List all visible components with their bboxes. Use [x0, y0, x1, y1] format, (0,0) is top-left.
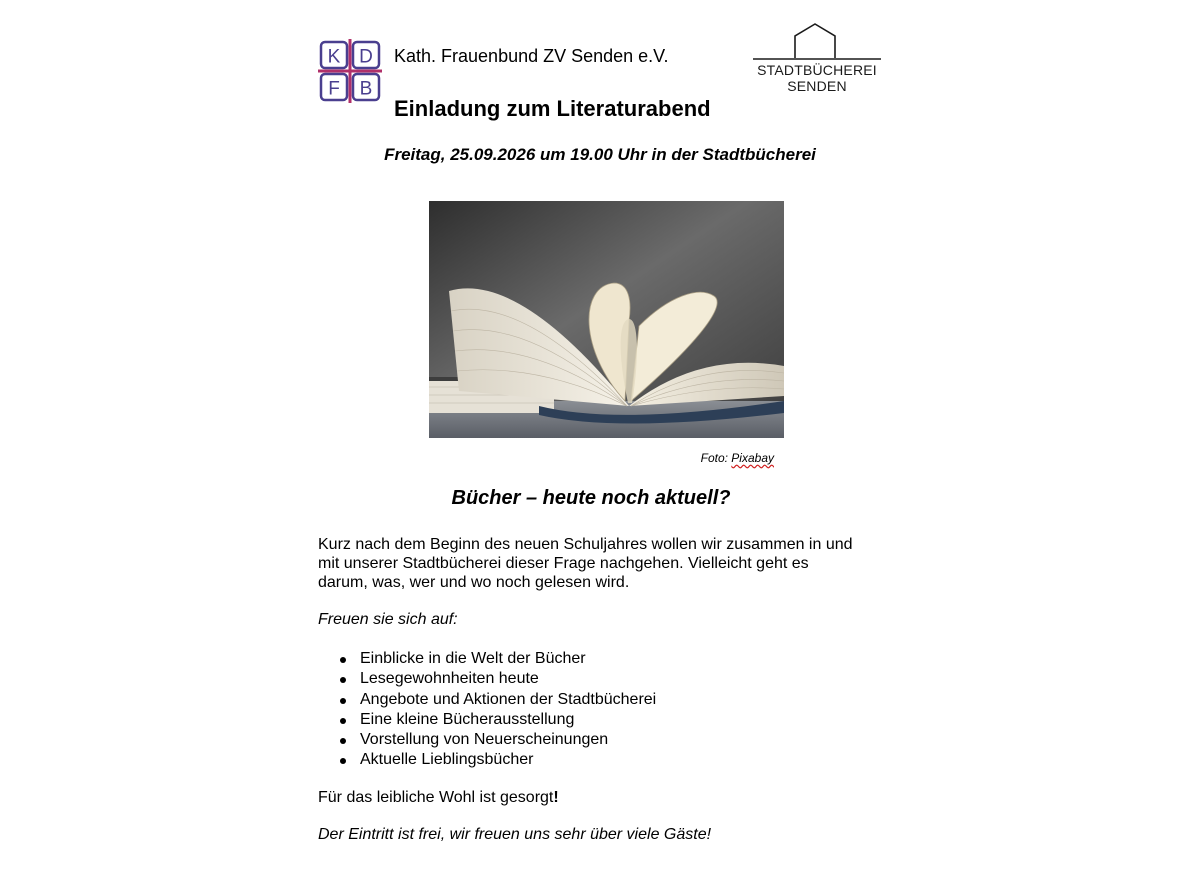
- photo-credit: [600, 451, 774, 465]
- page-title: Einladung zum Literaturabend: [394, 96, 711, 121]
- kdfb-letter-f: F: [328, 78, 340, 100]
- organization-name: Kath. Frauenbund ZV Senden e.V.: [394, 46, 669, 66]
- intro-paragraph: Kurz nach dem Beginn des neuen Schuljahres wollen wir zusammen in und mit unserer Stadtbücherei dieser Frage nachgehen. Vielleicht geht es darum, was, wer und wo noch gelesen wird.: [318, 536, 853, 591]
- look-forward-label: Freuen sie sich auf:: [318, 611, 458, 628]
- list-item: Aktuelle Lieblingsbücher: [318, 750, 656, 770]
- book-heart-photo: [429, 201, 784, 438]
- library-logo: [751, 22, 883, 96]
- list-item: Angebote und Aktionen der Stadtbücherei: [318, 690, 656, 710]
- house-icon: [795, 24, 835, 58]
- kdfb-letter-b: B: [359, 78, 373, 100]
- list-item: Vorstellung von Neuerscheinungen: [318, 730, 656, 750]
- photo-credit-source: Pixabay: [731, 451, 774, 465]
- list-item: Eine kleine Bücherausstellung: [318, 710, 656, 730]
- library-logo-text: STADTBÜCHEREI: [757, 62, 877, 78]
- library-logo-subtext: SENDEN: [787, 78, 847, 94]
- list-item: Einblicke in die Welt der Bücher: [318, 649, 656, 669]
- closing-note: Der Eintritt ist frei, wir freuen uns sehr über viele Gäste!: [318, 826, 712, 843]
- catering-emphasis: !: [553, 789, 559, 806]
- section-heading: Bücher – heute noch aktuell?: [451, 487, 731, 509]
- event-date: Freitag, 25.09.2026 um 19.00 Uhr in der Stadtbücherei: [384, 145, 816, 164]
- kdfb-letter-d: D: [359, 46, 373, 68]
- photo-credit-prefix: Foto:: [700, 451, 732, 465]
- kdfb-letter-k: K: [327, 46, 341, 68]
- kdfb-logo: [318, 39, 382, 103]
- program-list: [318, 649, 656, 771]
- catering-text: Für das leibliche Wohl ist gesorgt: [318, 789, 554, 806]
- list-item: Lesegewohnheiten heute: [318, 669, 656, 689]
- catering-note: [318, 789, 559, 807]
